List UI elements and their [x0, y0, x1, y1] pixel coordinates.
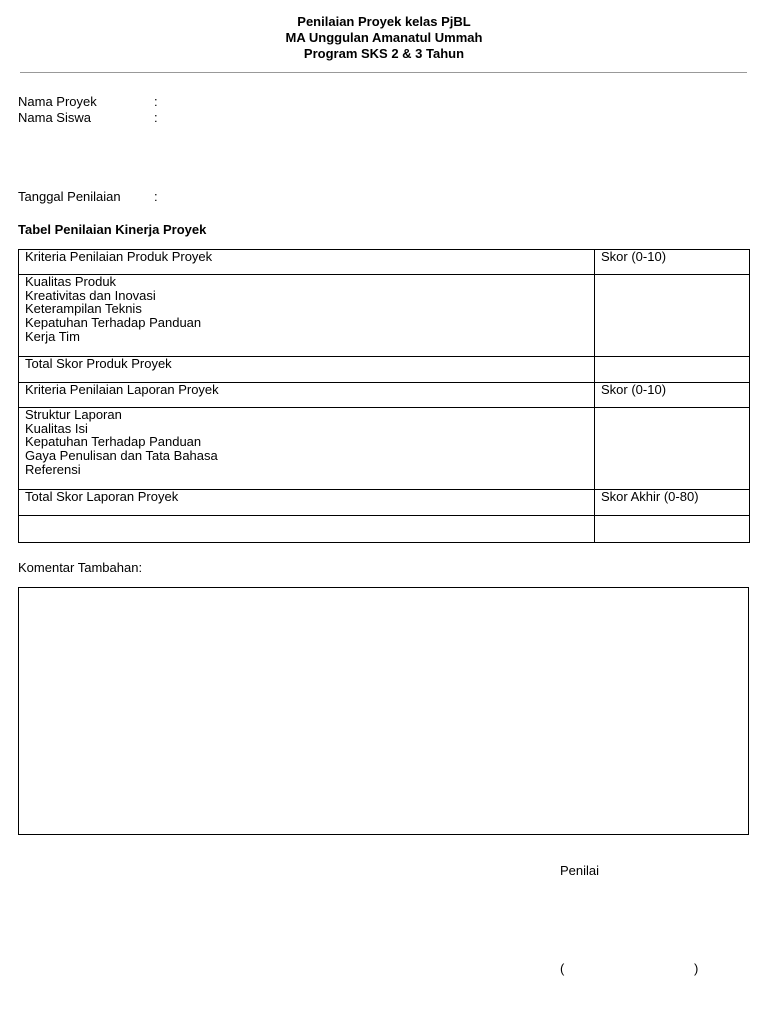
student-name-label: Nama Siswa	[18, 110, 91, 125]
product-score-header: Skor (0-10)	[595, 250, 750, 275]
final-score-header: Skor Akhir (0-80)	[595, 490, 750, 516]
document-header	[0, 14, 768, 62]
report-criterion: Struktur Laporan	[25, 407, 122, 422]
report-total-row	[19, 490, 750, 516]
project-name-colon: :	[154, 94, 158, 109]
product-total-row	[19, 357, 750, 383]
date-label: Tanggal Penilaian	[18, 189, 121, 204]
product-criteria-header: Kriteria Penilaian Produk Proyek	[19, 250, 595, 275]
header-line-1: Penilaian Proyek kelas PjBL	[297, 14, 471, 29]
signature-open-paren: (	[560, 961, 565, 976]
report-score-header: Skor (0-10)	[595, 383, 750, 408]
product-total-label: Total Skor Produk Proyek	[19, 357, 595, 383]
product-header-row	[19, 250, 750, 275]
report-criterion: Kualitas Isi	[25, 420, 88, 436]
assessment-table	[18, 249, 750, 543]
report-criterion: Gaya Penulisan dan Tata Bahasa	[25, 448, 218, 464]
date-field	[18, 189, 158, 204]
signer-title: Penilai	[560, 863, 600, 878]
comment-box[interactable]	[18, 587, 749, 835]
section-title: Tabel Penilaian Kinerja Proyek	[18, 222, 207, 237]
comment-label: Komentar Tambahan:	[18, 560, 143, 575]
project-name-field	[18, 94, 158, 109]
report-criteria-list	[19, 408, 595, 490]
student-name-field	[18, 110, 158, 125]
product-criterion: Kualitas Produk	[25, 274, 117, 289]
product-total-cell[interactable]	[595, 357, 750, 383]
report-header-row	[19, 383, 750, 408]
signature-close-paren: )	[694, 961, 699, 976]
product-criteria-list	[19, 275, 595, 357]
student-name-colon: :	[154, 110, 158, 125]
report-total-cell[interactable]	[19, 516, 595, 543]
report-criterion: Kepatuhan Terhadap Panduan	[25, 434, 202, 450]
score-entry-row	[19, 516, 750, 543]
final-score-cell[interactable]	[595, 516, 750, 543]
report-criteria-row	[19, 408, 750, 490]
report-criteria-header: Kriteria Penilaian Laporan Proyek	[19, 383, 595, 408]
report-criterion: Referensi	[25, 461, 81, 477]
header-line-2: MA Unggulan Amanatul Ummah	[285, 30, 483, 45]
project-name-label: Nama Proyek	[18, 94, 97, 109]
date-colon: :	[154, 189, 158, 204]
header-line-3: Program SKS 2 & 3 Tahun	[303, 46, 465, 61]
product-criterion: Kepatuhan Terhadap Panduan	[25, 315, 202, 331]
report-score-cell[interactable]	[595, 408, 750, 490]
product-criterion: Kerja Tim	[25, 328, 80, 344]
product-criterion: Kreativitas dan Inovasi	[25, 287, 156, 303]
product-score-cell[interactable]	[595, 275, 750, 357]
header-divider	[20, 72, 747, 73]
product-criteria-row	[19, 275, 750, 357]
report-total-label: Total Skor Laporan Proyek	[19, 490, 595, 516]
product-criterion: Keterampilan Teknis	[25, 301, 142, 317]
